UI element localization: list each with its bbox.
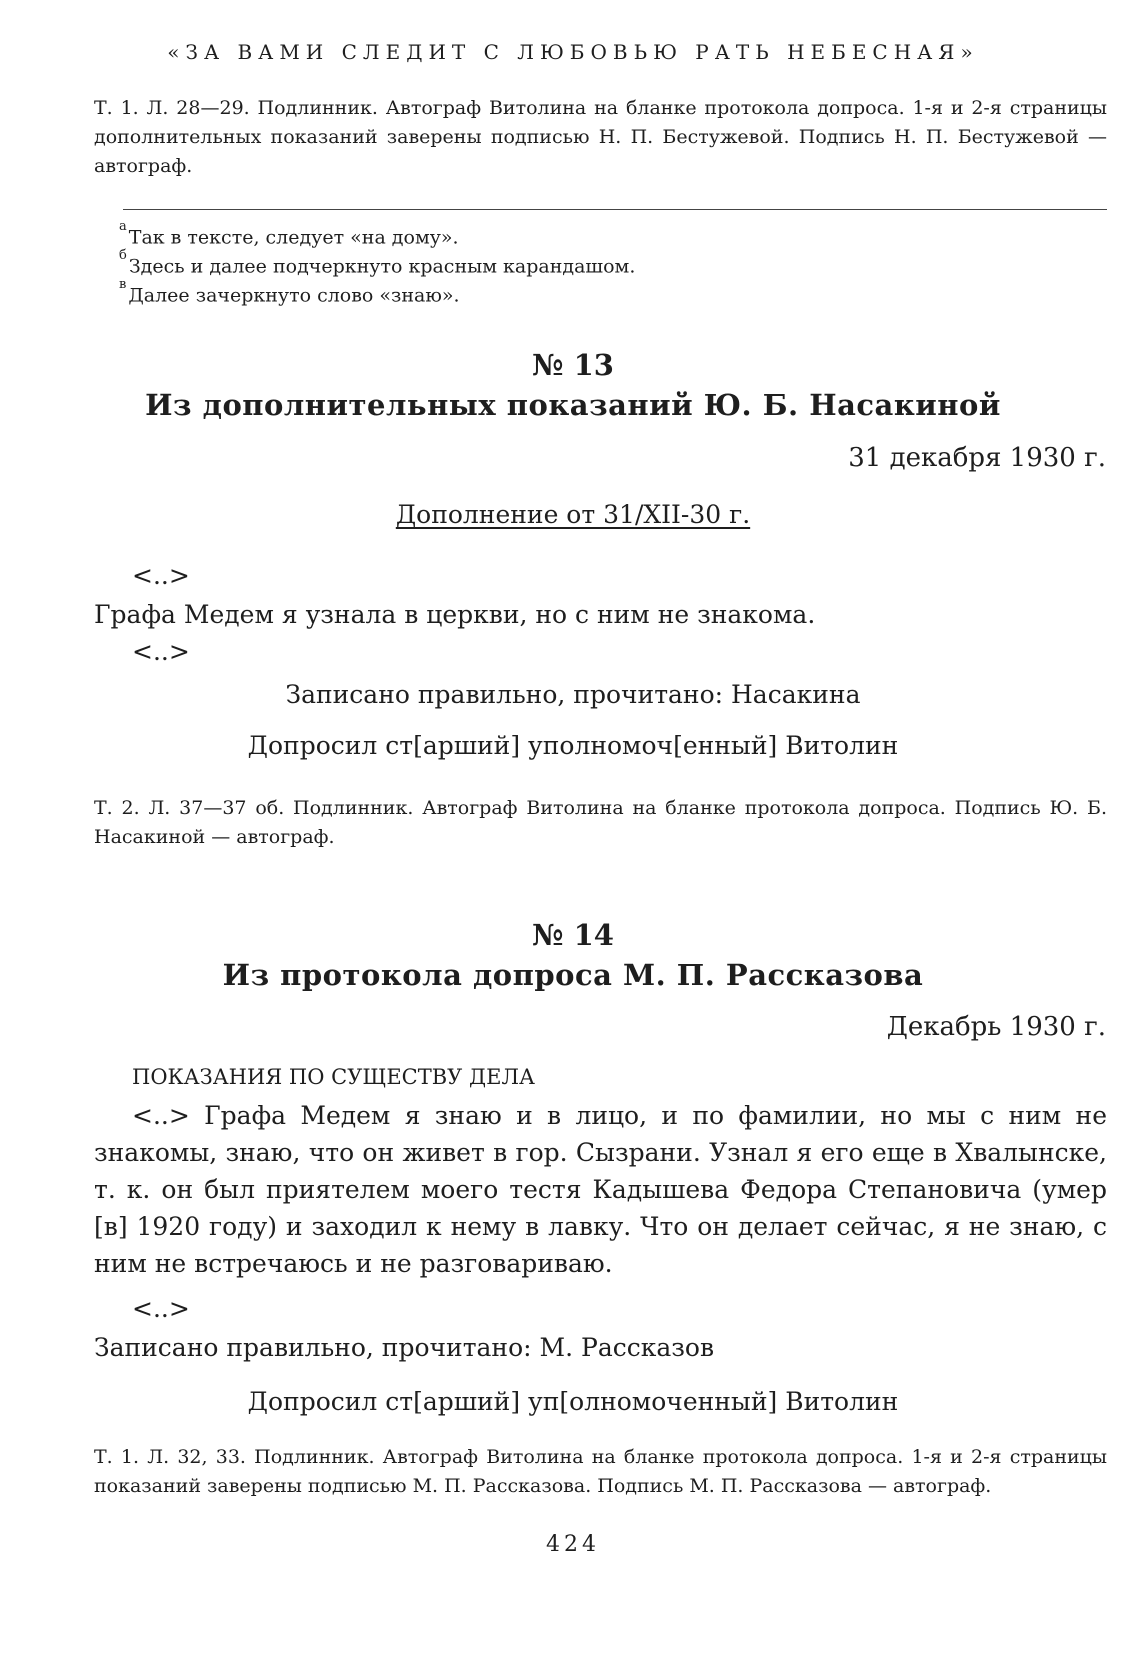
document-date: 31 декабря 1930 г. [848,443,1106,473]
document-title: Из дополнительных показаний Ю. Б. Насакиной [145,388,1001,422]
signature-line: Записано правильно, прочитано: Насакина [285,680,861,709]
source-note-previous: Т. 1. Л. 28—29. Подлинник. Автограф Витолина на бланке протокола допроса. 1-я и 2-я страницы дополнительных показаний заверены подписью Н. П. Бестужевой. Подпись Н. П. Бестужевой — автограф. [94,97,1107,177]
footnote-mark: в [119,277,127,292]
interrogator-line: Допросил ст[арший] уполномоч[енный] Витолин [247,731,899,760]
testimony-text: Графа Медем я узнала в церкви, но с ним не знакома. [94,600,816,629]
source-note: Т. 1. Л. 32, 33. Подлинник. Автограф Витолина на бланке протокола допроса. 1-я и 2-я страницы показаний заверены подписью М. П. Рассказова. Подпись М. П. Рассказова — автограф. [94,1446,1107,1497]
interrogator-line: Допросил ст[арший] уп[олномоченный] Витолин [247,1387,899,1416]
footnote-divider [123,209,1107,210]
footnote-mark: б [119,248,127,263]
omission-mark: <..> [132,1294,190,1323]
section-heading: ПОКАЗАНИЯ ПО СУЩЕСТВУ ДЕЛА [132,1065,535,1089]
document-number: № 14 [532,918,614,952]
source-note: Т. 2. Л. 37—37 об. Подлинник. Автограф Витолина на бланке протокола допроса. Подпись Ю. Б. Насакиной — автограф. [94,797,1107,848]
footnote-text: Далее зачеркнуто слово «знаю». [128,284,460,307]
footnote-text: Так в тексте, следует «на дому». [128,226,459,249]
document-subheading: Дополнение от 31/XII-30 г. [395,500,751,529]
page-number: 424 [546,1532,600,1557]
document-title: Из протокола допроса М. П. Рассказова [222,958,924,992]
omission-mark: <..> [132,637,190,666]
footnote-text: Здесь и далее подчеркнуто красным карандашом. [128,255,636,278]
footnote-c [119,276,460,310]
running-head: «ЗА ВАМИ СЛЕДИТ С ЛЮБОВЬЮ РАТЬ НЕБЕСНАЯ» [167,40,979,64]
document-date: Декабрь 1930 г. [886,1012,1106,1042]
footnote-mark: а [119,219,127,234]
omission-mark: <..> [132,561,190,590]
document-number: № 13 [532,348,614,382]
subheading-wrap [0,496,1146,533]
signature-line: Записано правильно, прочитано: М. Рассказов [94,1333,715,1362]
testimony-paragraph: <..> Графа Медем я знаю и в лицо, и по фамилии, но мы с ним не знакомы, знаю, что он живет в гор. Сызрани. Узнал я его еще в Хвалынске, т. к. он был приятелем моего тестя Кадышева Федора Степановича (умер [в] 1920 году) и заходил к нему в лавку. Что он делает сейчас, я не знаю, с ним не встречаюсь и не разговариваю. [94,1101,1107,1278]
